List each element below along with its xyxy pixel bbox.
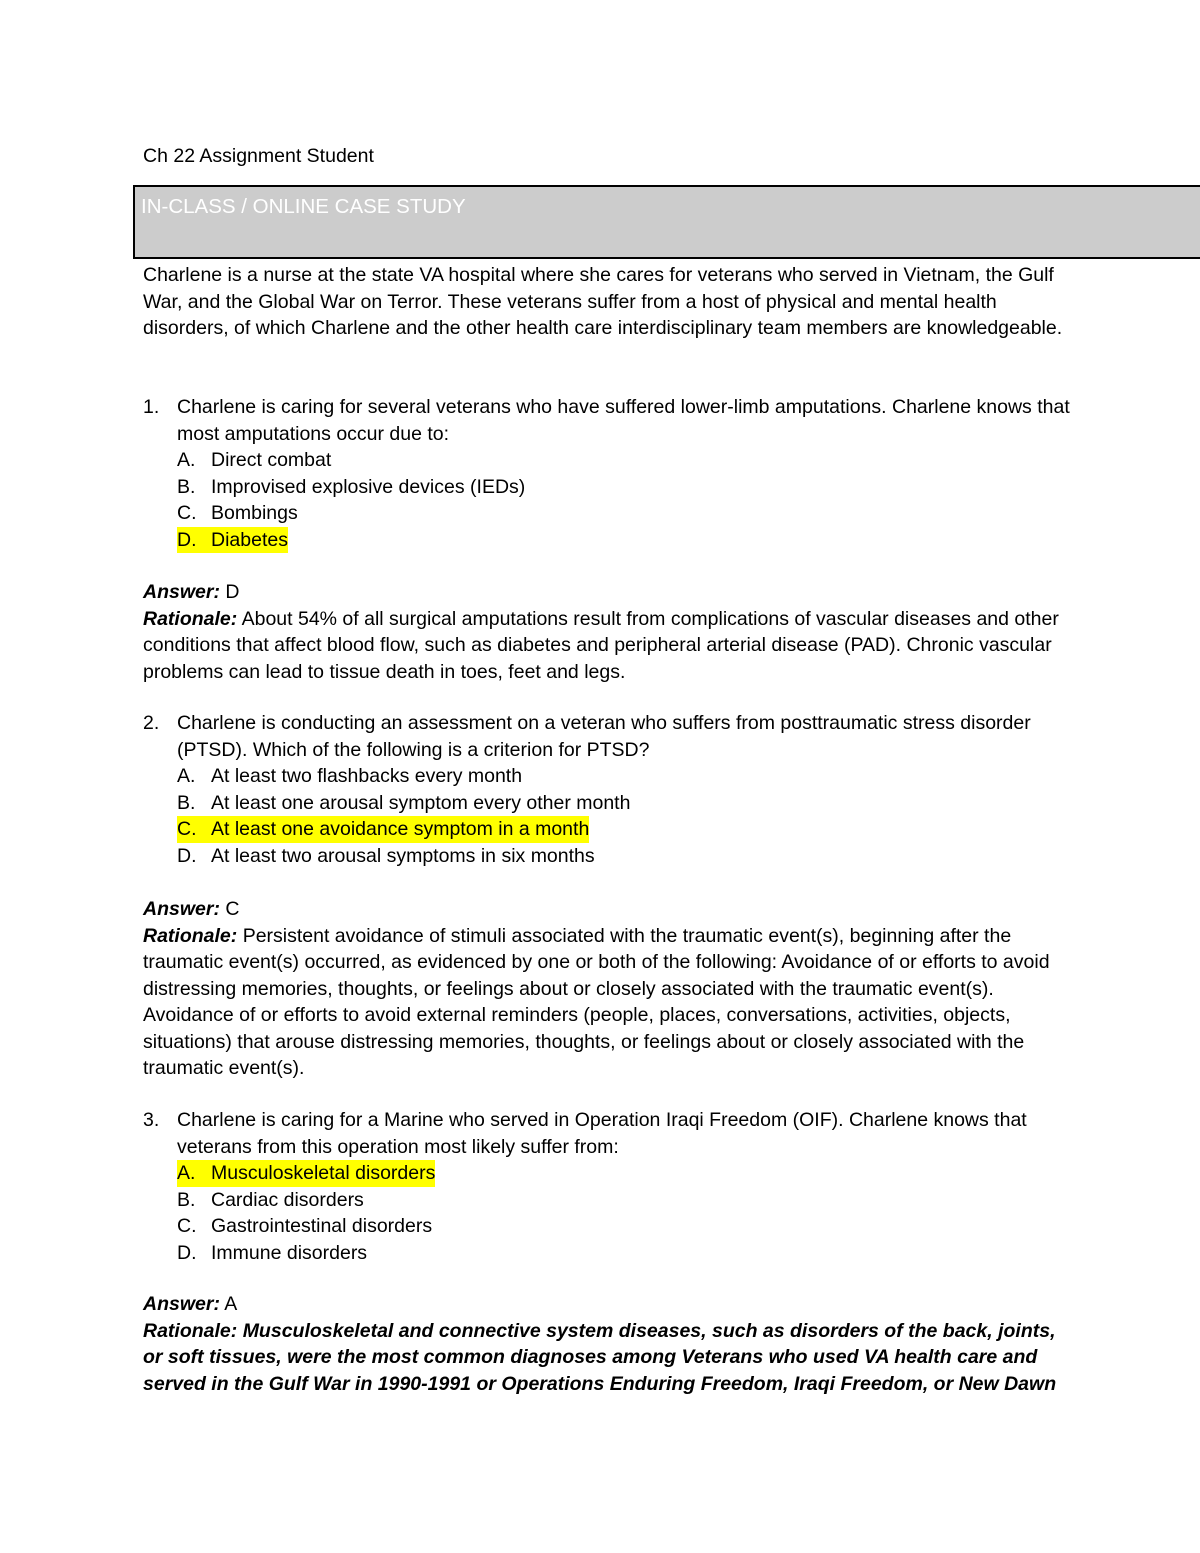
rationale: [143, 1318, 1068, 1398]
case-study-banner: [133, 185, 1200, 259]
option-text: Diabetes: [211, 528, 288, 551]
option-text: At least two flashbacks every month: [211, 765, 523, 787]
option-b: [143, 790, 1073, 817]
options-list: [143, 447, 1073, 553]
option-letter: C.: [177, 818, 197, 840]
option-d-highlighted: [143, 527, 1073, 554]
rationale-text: Persistent avoidance of stimuli associated with the traumatic event(s), beginning after the traumatic event(s) occurred, as evidenced by one or both of the following: Avoidance of or efforts to avoid distressing memories, thoughts, or feelings about or closely associated with the traumatic event(s). Avoidance of or efforts to avoid external reminders (people, places, conversations, activities, objects, situations) that arouse distressing memories, thoughts, or feelings about or closely associated with the traumatic event(s).: [143, 924, 1050, 1079]
answer-line: [143, 1291, 1068, 1318]
option-d: [143, 843, 1073, 870]
option-letter: B.: [177, 1188, 196, 1211]
option-text: Gastrointestinal disorders: [211, 1215, 433, 1237]
option-text: At least two arousal symptoms in six months: [211, 844, 595, 867]
option-a: [143, 447, 1073, 474]
option-b: [143, 474, 1073, 501]
option-letter: A.: [177, 449, 196, 471]
option-b: [143, 1187, 1073, 1214]
option-c-highlighted: [143, 816, 1073, 843]
answer-value: D: [225, 581, 240, 603]
option-text: Improvised explosive devices (IEDs): [211, 475, 526, 498]
option-text: At least one avoidance symptom in a month: [211, 818, 590, 840]
question-2: [143, 710, 1073, 869]
answer-value: A: [224, 1293, 238, 1315]
option-c: [143, 1213, 1073, 1240]
highlight-mark: [177, 527, 288, 554]
option-text: Cardiac disorders: [211, 1188, 364, 1211]
options-list: [143, 1160, 1073, 1266]
highlight-mark: [177, 1160, 435, 1187]
rationale-label: Rationale:: [143, 607, 238, 630]
question-stem: [143, 710, 1073, 763]
question-3: [143, 1107, 1073, 1266]
answer-value: C: [225, 898, 240, 920]
question-stem: [143, 394, 1073, 447]
option-letter: B.: [177, 791, 196, 814]
rationale: [143, 606, 1068, 686]
option-a: [143, 763, 1073, 790]
rationale-label: Rationale:: [143, 924, 238, 947]
intro-paragraph: Charlene is a nurse at the state VA hospital where she cares for veterans who served in Vietnam, the Gulf War, and the Global War on Terror. These veterans suffer from a host of physical and mental health disorders, of which Charlene and the other health care interdisciplinary team members are knowledgeable.: [143, 264, 1063, 339]
option-text: Musculoskeletal disorders: [211, 1162, 436, 1184]
document-title: Ch 22 Assignment Student: [143, 145, 374, 167]
options-list: [143, 763, 1073, 869]
option-letter: A.: [177, 765, 196, 787]
question-1: [143, 394, 1073, 553]
question-stem: [143, 1107, 1073, 1160]
option-letter: D.: [177, 844, 197, 867]
option-a-highlighted: [143, 1160, 1073, 1187]
option-text: At least one arousal symptom every other month: [211, 791, 631, 814]
rationale-text: Musculoskeletal and connective system diseases, such as disorders of the back, joints, or soft tissues, were the most common diagnoses among Veterans who used VA health care and served in the Gulf War in 1990-1991 or Operations Enduring Freedom, Iraqi Freedom, or New Dawn: [143, 1319, 1057, 1395]
question-number: 2.: [143, 712, 160, 734]
option-letter: B.: [177, 475, 196, 498]
option-letter: D.: [177, 1241, 197, 1264]
highlight-mark: [177, 816, 589, 843]
option-letter: C.: [177, 502, 197, 524]
answer-line: [143, 896, 1068, 923]
answer-label: Answer:: [143, 581, 220, 603]
rationale-text: About 54% of all surgical amputations result from complications of vascular diseases and other conditions that affect blood flow, such as diabetes and peripheral arterial disease (PAD). Chronic vascular problems can lead to tissue death in toes, feet and legs.: [143, 607, 1059, 683]
rationale-label: Rationale:: [143, 1319, 238, 1342]
option-d: [143, 1240, 1073, 1267]
banner-title: IN-CLASS / ONLINE CASE STUDY: [141, 195, 466, 218]
option-text: Immune disorders: [211, 1241, 368, 1264]
option-letter: C.: [177, 1215, 197, 1237]
option-letter: D.: [177, 528, 197, 551]
question-text: Charlene is conducting an assessment on a veteran who suffers from posttraumatic stress disorder (PTSD). Which of the following is a criterion for PTSD?: [177, 712, 1031, 761]
rationale: [143, 923, 1068, 1082]
question-number: 1.: [143, 396, 160, 418]
answer-label: Answer:: [143, 1293, 220, 1315]
option-letter: A.: [177, 1162, 196, 1184]
question-number: 3.: [143, 1109, 160, 1131]
question-text: Charlene is caring for a Marine who served in Operation Iraqi Freedom (OIF). Charlene knows that veterans from this operation most likely suffer from:: [177, 1109, 1027, 1158]
answer-block-1: [143, 579, 1068, 685]
option-c: [143, 500, 1073, 527]
answer-label: Answer:: [143, 898, 220, 920]
option-text: Direct combat: [211, 449, 332, 471]
answer-line: [143, 579, 1068, 606]
answer-block-2: [143, 896, 1068, 1082]
option-text: Bombings: [211, 502, 298, 524]
answer-block-3: [143, 1291, 1068, 1397]
question-text: Charlene is caring for several veterans who have suffered lower-limb amputations. Charlene knows that most amputations occur due to:: [177, 396, 1070, 445]
